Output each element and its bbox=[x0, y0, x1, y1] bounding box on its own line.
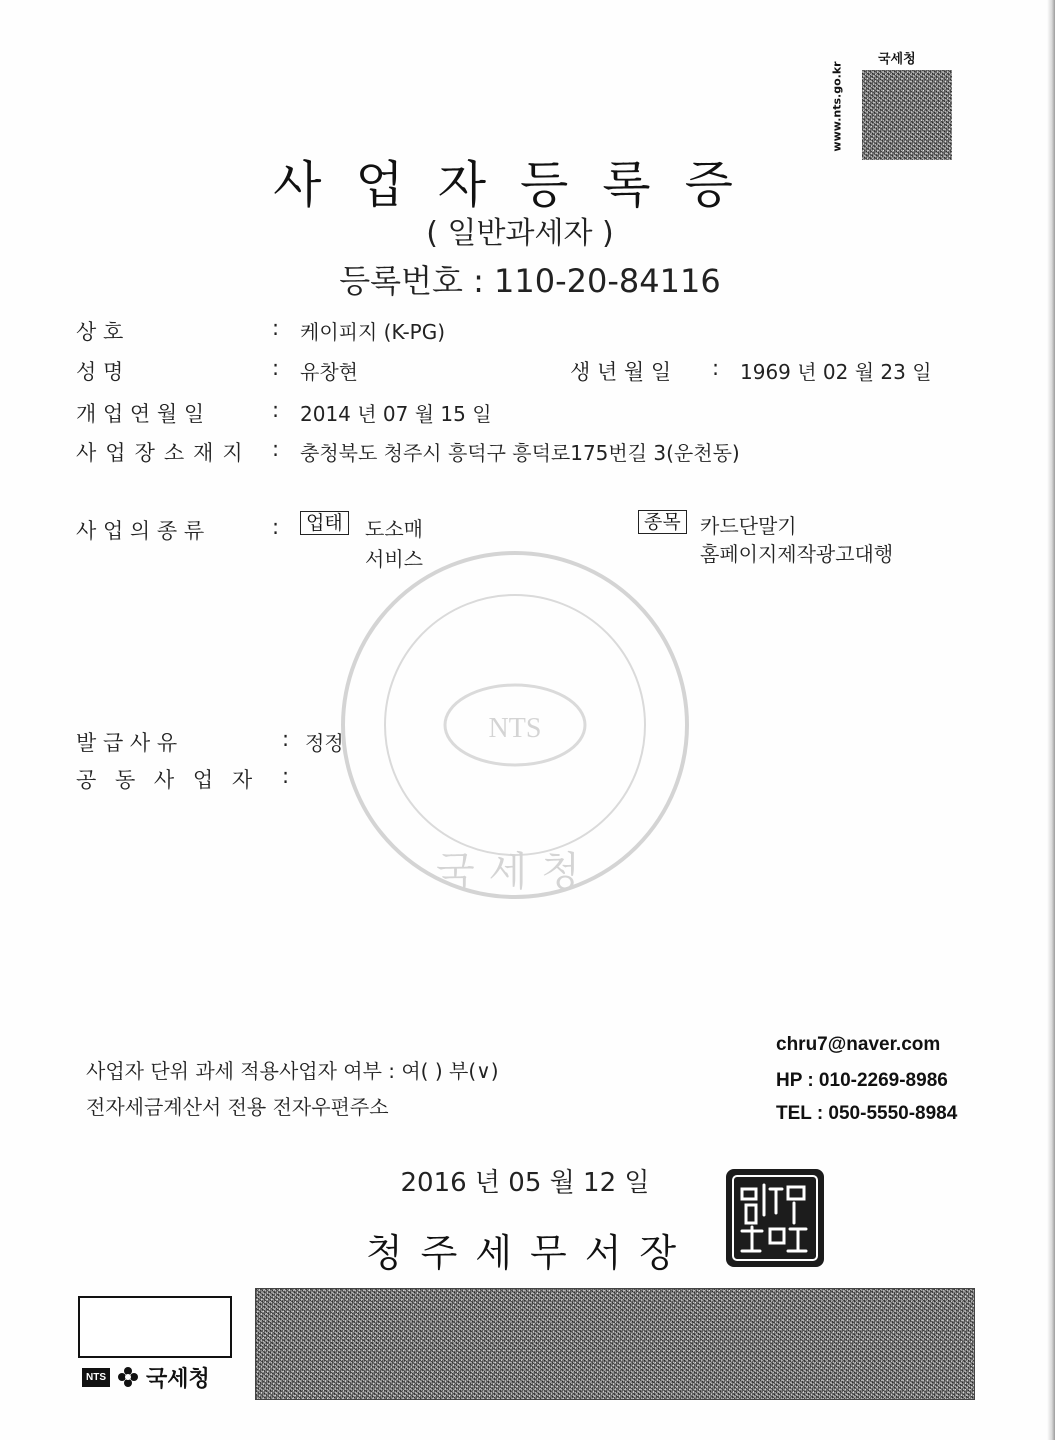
footer-org-name: 국세청 bbox=[146, 1366, 210, 1392]
scan-edge-shadow bbox=[1047, 0, 1055, 1440]
qr-caption: 국세청 bbox=[878, 52, 916, 67]
category-tag bbox=[300, 511, 349, 535]
watermark-org-text: 국세청 bbox=[436, 849, 594, 895]
document-title: 사업자등록증 bbox=[273, 156, 767, 214]
colon: : bbox=[282, 727, 290, 751]
business-type-label: 사 업 의 종 류 bbox=[76, 519, 205, 543]
registration-number: 등록번호 : 110-20-84116 bbox=[339, 262, 721, 300]
taxpayer-type: ( 일반과세자 ) bbox=[426, 216, 614, 251]
address-label: 사업장소재지 bbox=[76, 441, 252, 465]
colon: : bbox=[272, 398, 280, 422]
category-1: 도소매 bbox=[365, 517, 423, 541]
name-value: 유창현 bbox=[300, 360, 358, 384]
contact-email: chru7@naver.com bbox=[776, 1034, 941, 1055]
e-invoice-email-label: 전자세금계산서 전용 전자우편주소 bbox=[86, 1095, 389, 1119]
unit-tax-line: 사업자 단위 과세 적용사업자 여부 : 여( ) 부(∨) bbox=[86, 1059, 499, 1083]
opening-date-value: 2014 년 07 월 15 일 bbox=[300, 402, 492, 426]
birth-label: 생 년 월 일 bbox=[570, 360, 672, 384]
colon: : bbox=[282, 764, 290, 788]
trade-name-label: 상 호 bbox=[76, 320, 124, 344]
address-value: 충청북도 청주시 흥덕구 흥덕로175번길 3(운천동) bbox=[300, 441, 740, 465]
security-pattern-barcode bbox=[255, 1288, 975, 1400]
joint-business-label: 공 동 사 업 자 bbox=[76, 768, 259, 792]
issue-date: 2016 년 05 월 12 일 bbox=[400, 1168, 650, 1198]
issue-reason-value: 정정 bbox=[305, 731, 344, 755]
qr-code bbox=[862, 70, 952, 160]
footer-blank-box bbox=[78, 1296, 232, 1358]
colon: : bbox=[272, 316, 280, 340]
contact-hp: HP : 010-2269-8986 bbox=[776, 1070, 948, 1091]
contact-tel: TEL : 050-5550-8984 bbox=[776, 1103, 958, 1124]
issue-reason-label: 발 급 사 유 bbox=[76, 731, 178, 755]
name-label: 성 명 bbox=[76, 360, 124, 384]
colon: : bbox=[272, 356, 280, 380]
item-1: 카드단말기 bbox=[700, 514, 797, 538]
colon: : bbox=[272, 437, 280, 461]
official-seal-stamp bbox=[724, 1167, 826, 1269]
item-tag-label: 종목 bbox=[638, 510, 687, 534]
issuing-office: 청주세무서장 bbox=[365, 1231, 695, 1275]
birth-value: 1969 년 02 월 23 일 bbox=[740, 360, 932, 384]
opening-date-label: 개 업 연 월 일 bbox=[76, 402, 205, 426]
item-tag bbox=[638, 510, 687, 534]
colon: : bbox=[272, 515, 280, 539]
item-2: 홈페이지제작광고대행 bbox=[700, 542, 894, 566]
flower-emblem-icon bbox=[116, 1365, 140, 1389]
trade-name-value: 케이피지 (K-PG) bbox=[300, 320, 446, 344]
nts-mark-icon: NTS bbox=[82, 1368, 110, 1387]
category-2: 서비스 bbox=[365, 547, 423, 571]
category-tag-label: 업태 bbox=[300, 511, 349, 535]
colon: : bbox=[712, 356, 720, 380]
qr-url: www.nts.go.kr bbox=[830, 61, 844, 152]
nts-watermark-emblem bbox=[335, 545, 695, 905]
nts-logo bbox=[82, 1362, 210, 1392]
watermark-emblem-text: NTS bbox=[488, 713, 542, 744]
